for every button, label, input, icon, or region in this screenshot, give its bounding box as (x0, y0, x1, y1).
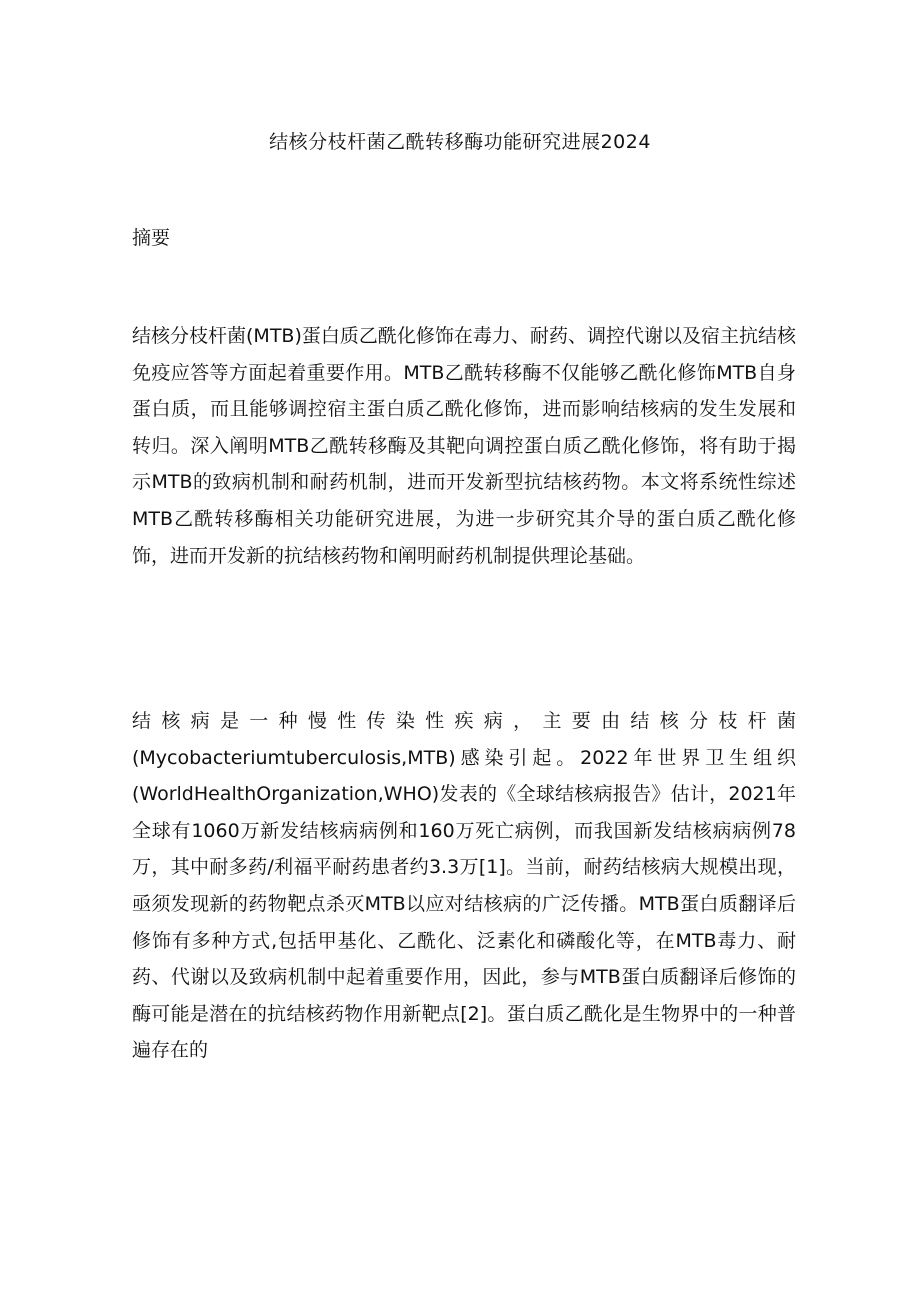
intro-paragraph: 结核病是一种慢性传染性疾病，主要由结核分枝杆菌(Mycobacteriumtuberculosis,MTB)感染引起。2022年世界卫生组织(WorldHealthOrganization,WHO)发表的《全球结核病报告》估计，2021年全球有1060万新发结核病病例和160万死亡病例，而我国新发结核病病例78万，其中耐多药/利福平耐药患者约3.3万[1]。当前，耐药结核病大规模出现，亟须发现新的药物靶点杀灭MTB以应对结核病的广泛传播。MTB蛋白质翻译后修饰有多种方式,包括甲基化、乙酰化、泛素化和磷酸化等，在MTB毒力、耐药、代谢以及致病机制中起着重要作用，因此，参与MTB蛋白质翻译后修饰的酶可能是潜在的抗结核药物作用新靶点[2]。蛋白质乙酰化是生物界中的一种普遍存在的 (132, 710, 796, 1062)
abstract-paragraph: 结核分枝杆菌(MTB)蛋白质乙酰化修饰在毒力、耐药、调控代谢以及宿主抗结核免疫应答等方面起着重要作用。MTB乙酰转移酶不仅能够乙酰化修饰MTB自身蛋白质，而且能够调控宿主蛋白质乙酰化修饰，进而影响结核病的发生发展和转归。深入阐明MTB乙酰转移酶及其靶向调控蛋白质乙酰化修饰，将有助于揭示MTB的致病机制和耐药机制，进而开发新型抗结核药物。本文将系统性综述MTB乙酰转移酶相关功能研究进展，为进一步研究其介导的蛋白质乙酰化修饰，进而开发新的抗结核药物和阐明耐药机制提供理论基础。 (132, 325, 796, 567)
document-title: 结核分枝杆菌乙酰转移酶功能研究进展2024 (269, 131, 651, 153)
abstract-heading: 摘要 (132, 227, 171, 249)
